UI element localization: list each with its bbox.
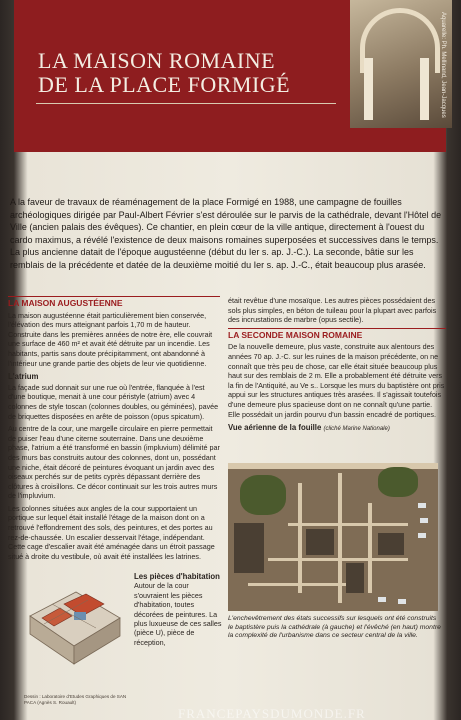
excavation-wall <box>288 523 408 526</box>
excavation-pit <box>306 529 334 555</box>
excavation-pit <box>234 523 264 573</box>
left-column <box>8 296 220 564</box>
parked-car <box>418 503 426 508</box>
excavation-pit <box>346 563 364 593</box>
pieces-heading: Les pièces d'habitation <box>134 572 220 581</box>
aerial-photo <box>228 463 438 611</box>
watermark: FRANCEPAYSDUMONDE.FR <box>178 706 366 720</box>
atrium-paragraph-2: Au centre de la cour, une margelle circulaire en pierre permettait de puiser l'eau d'une citerne souterraine. Dans une deuxième phase, l'atrium a été transformé en bassin (impluvium) délimité par des murs bas construits autour des colonnes, dont un, possédant une niche, était décoré de peintures évoquant un jardin avec des oiseaux perchés sur de petits cyprès dépassant derrière des clôtures à croisillons. Ce décor continuait sur les trois autres murs de l'impluvium. <box>8 424 220 501</box>
page-title-line-1: LA MAISON ROMAINE <box>38 48 276 73</box>
header-banner <box>14 0 446 152</box>
atrium-paragraph-3: Les colonnes situées aux angles de la cour supportaient un portique sur lequel était installé l'étage de la maison dont on a retrouvé l'effondrement des sols, des peintures, et des portes au rez-de-chaussée. Un escalier desservait l'étage, indépendant. Cette cage d'escalier avait été aménagée dans un étroit passage situé à droite du vestibule, où avait été installées les latrines. <box>8 503 215 561</box>
parked-car <box>420 518 428 523</box>
parked-car <box>418 533 426 538</box>
tree-canopy <box>240 475 286 515</box>
house-drawing-svg <box>24 576 124 672</box>
seconde-maison-paragraph: De la nouvelle demeure, plus vaste, construite aux alentours des années 70 ap. J.-C. sur les ruines de la maison précédente, on ne connaît que très peu de chose, car elle était située beaucoup plus haut sur des remblais de 2 m. Elle a probablement été détruite vers la fin de l'Antiquité, au Ve s.. Lorsque les murs du baptistère ont pris appui sur les structures antiques très arasées. Il s'agissait toutefois d'une demeure plus spacieuse dont on ne connaît qu'une partie. Elle possédait un jardin pourvu d'un bassin encadré de portiques. <box>228 342 445 419</box>
house-axonometric-drawing <box>24 576 124 672</box>
excavation-pit <box>378 533 404 555</box>
pieces-paragraph: Autour de la cour s'ouvraient les pièces d'habitation, toutes décorées de peintures. La plus luxueuse de ces salles (pièce U), pièce de réception, <box>134 581 222 647</box>
header-watercolor-image <box>350 0 452 128</box>
drawing-credit: Dessin : Laboratoire d'Etudes Graphiques de SAN PACA (Agnès S. Rouault) <box>24 694 127 705</box>
augusteenne-paragraph: La maison augustéenne était particulièrement bien conservée, l'élévation des murs atteignant parfois 1,70 m de hauteur. Construite dans les premières années de notre ère, elle couvrait une surface de 460 m² et avait été détruite par un incendie. Les habitants, partis sans doute précipitamment, ont abandonné à l'intérieur une grande partie des objets de leur vie quotidienne. <box>8 310 213 368</box>
section-heading-seconde-maison: LA SECONDE MAISON ROMAINE <box>228 328 446 341</box>
right-column <box>228 296 446 437</box>
excavation-wall <box>368 503 372 593</box>
section-heading-augusteenne: LA MAISON AUGUSTÉENNE <box>8 296 220 309</box>
aerial-view-heading <box>228 423 446 435</box>
page-title-line-2: DE LA PLACE FORMIGÉ <box>38 72 291 97</box>
atrium-heading: L'atrium <box>8 372 39 382</box>
aerial-photo-caption: L'enchevêtrement des états successifs sur lesquels ont été construits le baptistère puis la cathédrale (à gauche) et l'évêché (en haut) montre la complexité de l'urbanisme dans ce secteur central de la ville. <box>228 615 441 640</box>
atrium-paragraph-1: La façade sud donnait sur une rue où l'entrée, flanquée à l'est d'une boutique, menait à une cour péristyle (atrium) avec 4 colonnes de style toscan (colonnes doubles, ou géminées), pavée de briquettes disposées en arête de poisson (opus spicatum). <box>8 382 219 421</box>
column-illustration <box>364 58 373 120</box>
excavation-wall <box>248 583 348 586</box>
photo-credit: Aquarelle: Ph. Mellinand, Jean-Jacques <box>440 12 446 118</box>
parked-car <box>398 599 406 604</box>
aerial-view-credit: (cliché Marine Nationale) <box>323 426 390 433</box>
title-divider <box>36 103 336 104</box>
excavation-wall <box>298 483 302 593</box>
pieces-habitation <box>134 572 224 647</box>
parked-car <box>378 597 386 602</box>
aerial-view-title: Vue aérienne de la fouille <box>228 423 322 433</box>
continuation-paragraph: était revêtue d'une mosaïque. Les autres pièces possédaient des sols plus simples, en béton de tuileau pour la plupart avec parfois des incrustations de marbre (opus sectile). <box>228 296 437 325</box>
column-illustration <box>420 58 429 120</box>
tree-canopy <box>378 467 418 497</box>
intro-paragraph: A la faveur de travaux de réaménagement de la place Formigé en 1988, une campagne de fouilles archéologiques dirigée par Paul-Albert Février s'est déroulée sur le parvis de la cathédrale, devant l'Hôtel de Ville (ancien palais des évêques). Ce chantier, en plein cœur de la ville antique, directement à l'ouest du cardo maximus, a révélé l'existence de deux maisons romaines superposées et successives dans le temps. La plus ancienne datait de l'époque augustéenne (début du Ier s. ap. J.-C.). La seconde, bâtie sur les remblais de la précédente et datée de la deuxième moitié du Ier s. ap. J.-C., était beaucoup plus arasée. <box>10 197 442 270</box>
excavation-wall <box>268 558 408 561</box>
